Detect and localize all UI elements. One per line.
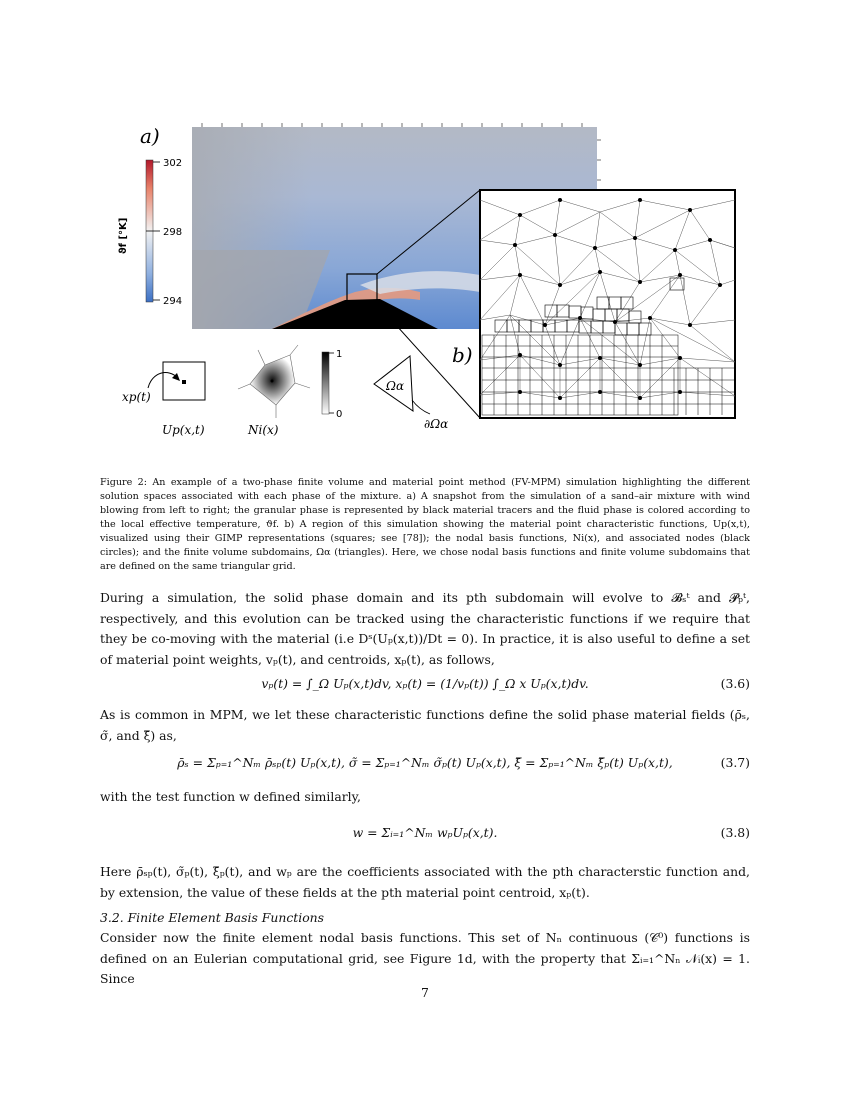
equation-3-6 — [100, 666, 750, 710]
panel-b-label: b) — [452, 343, 473, 367]
grayscale-tick-1: 1 — [336, 349, 343, 360]
equation-3-8 — [100, 815, 750, 859]
xp-label: xp(t) — [122, 390, 151, 404]
equation-3-8-number: (3.8) — [720, 825, 750, 840]
paragraph-2: As is common in MPM, we let these characteristic functions define the solid phase material fields (ρ̄ₛ, σ̃, and ξ̄) as, — [100, 707, 750, 743]
boundary-label: ∂Ωα — [424, 417, 449, 431]
equation-3-7-body: ρ̄ₛ = Σₚ₌₁^Nₘ ρ̄ₛₚ(t) Uₚ(x,t), σ̃ = Σₚ₌₁^Nₘ σ̃ₚ(t) Uₚ(x,t), ξ̄ = Σₚ₌₁^Nₘ ξ̄ₚ(t) Uₚ(x,t), — [177, 755, 673, 770]
paragraph-4: Here ρ̄ₛₚ(t), σ̃ₚ(t), ξ̄ₚ(t), and wₚ are the coefficients associated with the pth characterstic function and, by extension, the value of these fields at the pth material point centroid, xₚ(t). — [100, 864, 750, 900]
omega-label: Ωα — [386, 379, 405, 393]
zoomed-panel — [480, 190, 735, 418]
equation-3-6-body: vₚ(t) = ∫_Ω Uₚ(x,t)dv, xₚ(t) = (1/vₚ(t)) ∫_Ω x Uₚ(x,t)dv. — [261, 676, 589, 691]
panel-a-label: a) — [140, 124, 160, 148]
figure-legend — [122, 345, 448, 437]
equation-3-6-number: (3.6) — [720, 676, 750, 691]
equation-3-8-body: w = Σᵢ₌₁^Nₘ wₚUₚ(x,t). — [352, 825, 498, 840]
temperature-colorbar — [118, 158, 182, 307]
ni-label: Ni(x) — [248, 423, 279, 437]
colorbar-tick-298: 298 — [163, 227, 183, 238]
colorbar-tick-294: 294 — [163, 296, 183, 307]
equation-3-7 — [100, 745, 750, 789]
paragraph-3: with the test function w defined similarly, — [100, 789, 361, 804]
figure-caption: Figure 2: An example of a two-phase finite volume and material point method (FV-MPM) simulation highlighting the different solution spaces associated with each phase of the mixture. a) A snapshot from the simulation of a sand–air mixture with wind blowing from left to right; the granular phase is represented by black material tracers and the fluid phase is colored according to the local effective temperature, ϑf. b) A region of this simulation showing the material point characteristic functions, Up(x,t), visualized using their GIMP representations (squares; see [78]); the nodal basis functions, Ni(x), and associated nodes (black circles); and the finite volume subdomains, Ωα (triangles). Here, we chose nodal basis functions and finite volume subdomains that are defined on the same triangular grid. — [100, 477, 750, 572]
equation-3-7-number: (3.7) — [720, 755, 750, 770]
paragraph-5: Consider now the finite element nodal basis functions. This set of Nₙ continuous (𝒞⁰) functions is defined on an Eulerian computational grid, see Figure 1d, with the property that Σᵢ₌₁^Nₙ 𝒩ᵢ(x) = 1. Since — [100, 930, 750, 986]
subsection-heading: 3.2. Finite Element Basis Functions — [100, 910, 325, 925]
page-number: 7 — [421, 985, 429, 1000]
up-label: Up(x,t) — [162, 423, 205, 437]
colorbar-tick-302: 302 — [163, 158, 183, 169]
paragraph-1: During a simulation, the solid phase domain and its pth subdomain will evolve to 𝓑ₛᵗ and 𝓟ₚᵗ, respectively, and this evolution can be tracked using the characteristic functions if we require that they be co-moving with the material (i.e Dˢ(Uₚ(x,t))/Dt = 0). In practice, it is also useful to define a set of material point weights, vₚ(t), and centroids, xₚ(t), as follows, — [100, 590, 750, 667]
colorbar-axis-label: ϑf [°K] — [118, 217, 129, 254]
grayscale-colorbar — [322, 352, 329, 414]
figure-2 — [0, 0, 850, 460]
grayscale-tick-0: 0 — [336, 409, 343, 420]
